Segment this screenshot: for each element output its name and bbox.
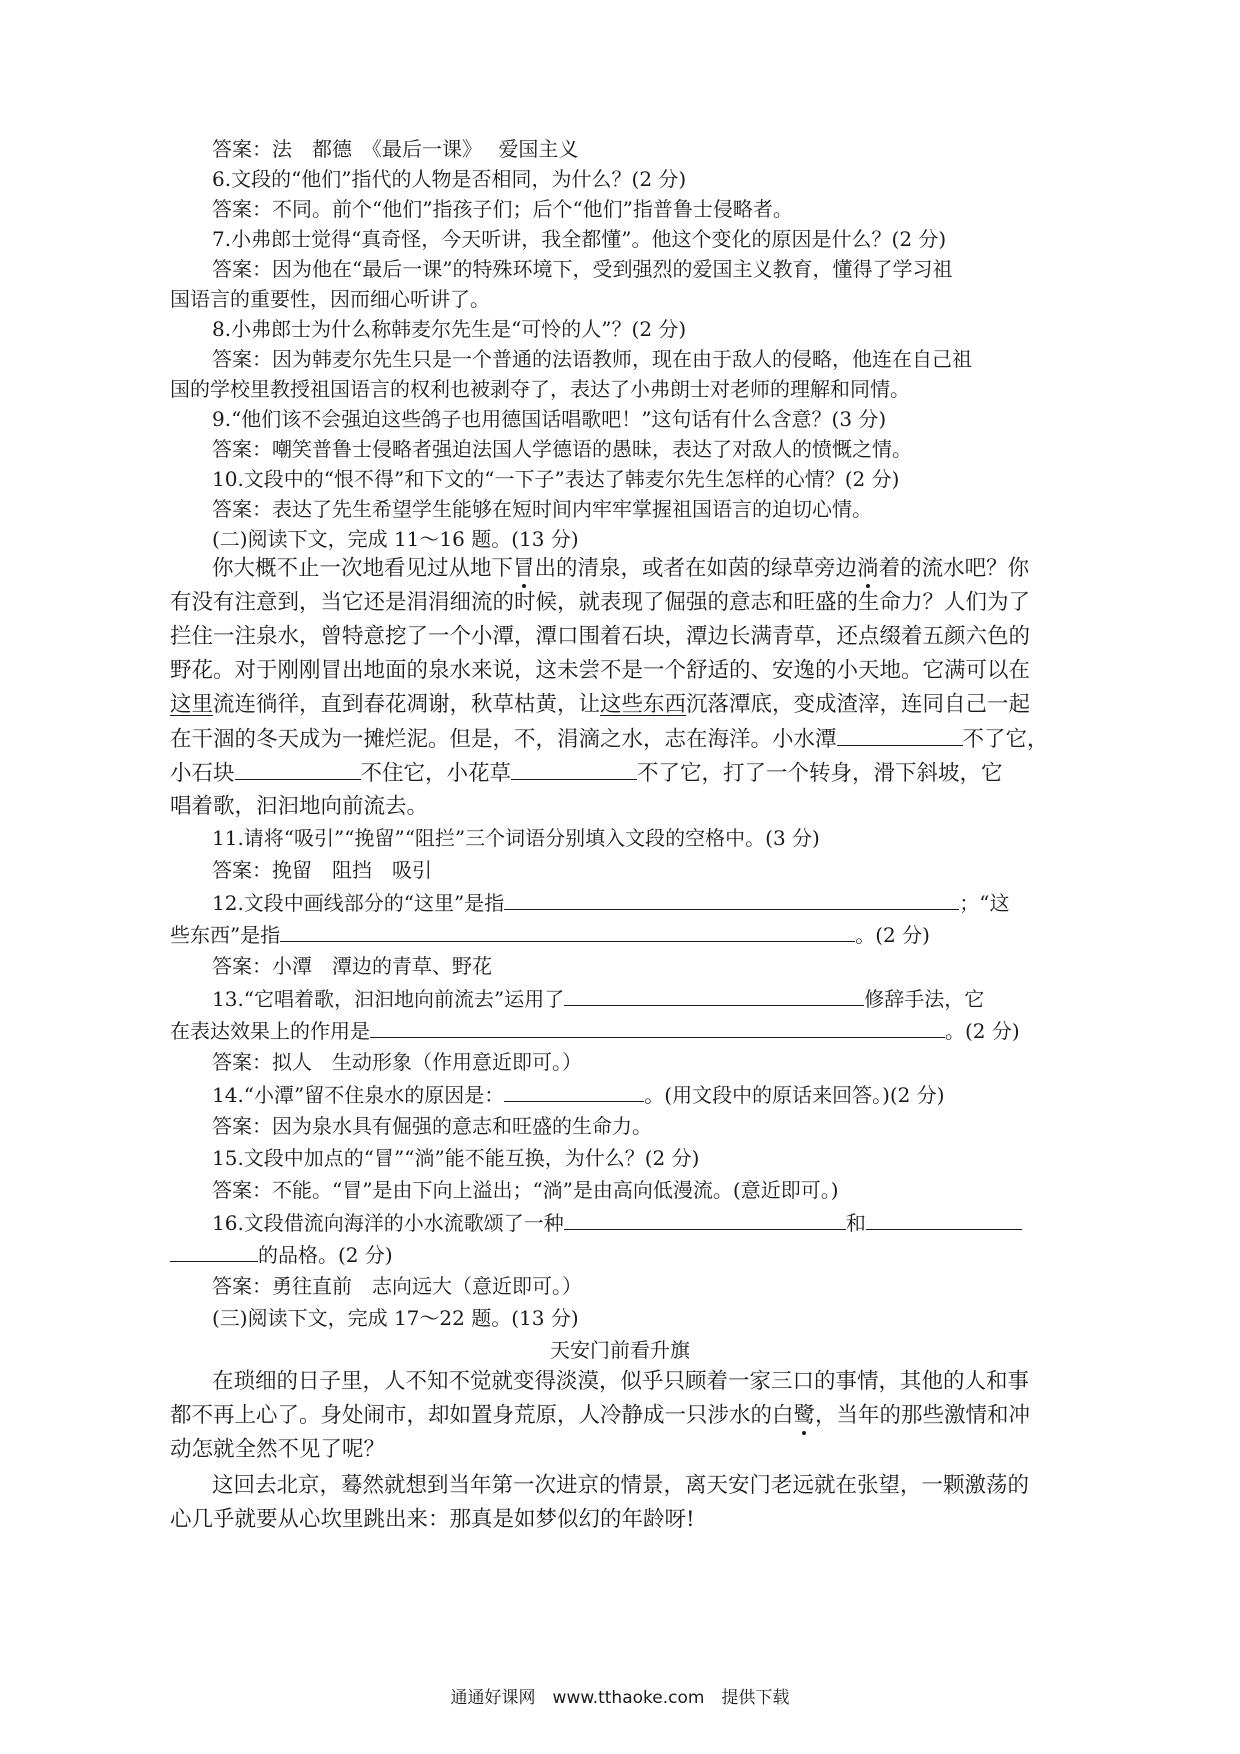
question-6: 6.文段的“他们”指代的人物是否相同，为什么？(2 分) xyxy=(212,167,687,191)
passage-2-line8: 唱着歌，汩汩地向前流去。 xyxy=(170,794,429,819)
passage-text: 小石块 xyxy=(170,761,235,786)
question-text: 13.“它唱着歌，汩汩地向前流去”运用了 xyxy=(212,987,565,1011)
passage-2-line6 xyxy=(170,725,1240,754)
passage-text: 沉落潭底，变成渣滓，连同自己一起 xyxy=(686,692,1031,717)
question-text: ；“这 xyxy=(959,891,1010,915)
question-14 xyxy=(212,1081,1240,1108)
answer-blank xyxy=(504,1081,644,1102)
dotted-char: 冒 xyxy=(513,556,535,581)
underlined-phrase: 这里 xyxy=(170,692,214,717)
question-text: 。(用文段中的原话来回答。)(2 分) xyxy=(644,1083,945,1107)
answer-16: 答案：勇往直前 志向远大（意近即可。） xyxy=(212,1274,582,1298)
passage-3-line4: 这回去北京，蓦然就想到当年第一次进京的情景，离天安门老远就在张望，一颗激荡的 xyxy=(212,1473,1030,1498)
answer-blank xyxy=(866,1209,1022,1230)
underlined-phrase: 这些东西 xyxy=(600,692,687,717)
question-8: 8.小弗郎士为什么称韩麦尔先生是“可怜的人”？(2 分) xyxy=(212,317,687,341)
question-12-line2 xyxy=(170,921,1240,948)
passage-text: ，当年的那些激情和冲 xyxy=(815,1403,1031,1428)
passage-text: 不住它，小花草 xyxy=(360,761,512,786)
question-text: 。(2 分) xyxy=(855,923,930,947)
passage-3-line1: 在琐细的日子里，人不知不觉就变得淡漠，似乎只顾着一家三口的事情，其他的人和事 xyxy=(212,1369,1030,1394)
passage-3-line2 xyxy=(170,1402,1240,1430)
answer-15: 答案：不能。“冒”是由下向上溢出；“淌”是由高向低漫流。(意近即可。) xyxy=(212,1178,839,1202)
passage-2-line4: 野花。对于刚刚冒出地面的泉水来说，这未尝不是一个舒适的、安逸的小天地。它满可以在 xyxy=(170,658,1031,683)
answer-blank xyxy=(170,1241,258,1262)
fill-blank xyxy=(511,759,637,780)
passage-text: 你大概不止一次地看见过从地下 xyxy=(212,556,514,581)
question-text: 修辞手法，它 xyxy=(864,987,985,1011)
passage-text: 在干涸的冬天成为一摊烂泥。但是，不，涓滴之水，志在海洋。小水潭 xyxy=(170,727,837,752)
answer-blank xyxy=(280,921,855,942)
answer-9: 答案：嘲笑普鲁士侵略者强迫法国人学德语的愚昧，表达了对敌人的愤慨之情。 xyxy=(212,437,912,461)
question-12-line1 xyxy=(212,889,1240,916)
question-16-line1 xyxy=(212,1209,1240,1236)
dotted-char: 鹭 xyxy=(793,1403,816,1428)
question-text: 和 xyxy=(845,1211,866,1235)
answer-10: 答案：表达了先生希望学生能够在短时间内牢牢掌握祖国语言的迫切心情。 xyxy=(212,497,872,521)
answer-6: 答案：不同。前个“他们”指孩子们；后个“他们”指普鲁士侵略者。 xyxy=(212,197,793,221)
passage-3-line3: 动怎就全然不见了呢？ xyxy=(170,1437,386,1462)
question-7: 7.小弗郎士觉得“真奇怪，今天听讲，我全都懂”。他这个变化的原因是什么？(2 分) xyxy=(212,227,947,251)
passage-text: 都不再上心了。身处闹市，却如置身荒原，人冷静成一只涉水的白 xyxy=(170,1403,794,1428)
answer-7-line1: 答案：因为他在“最后一课”的特殊环境下，受到强烈的爱国主义教育，懂得了学习祖 xyxy=(212,257,953,281)
answer-14: 答案：因为泉水具有倔强的意志和旺盛的生命力。 xyxy=(212,1114,652,1138)
answer-7-line2: 国语言的重要性，因而细心听讲了。 xyxy=(170,287,490,311)
passage-2-line5 xyxy=(170,691,1240,719)
question-text: 16.文段借流向海洋的小水流歌颂了一种 xyxy=(212,1211,564,1235)
answer-blank xyxy=(564,985,864,1006)
question-13-line2 xyxy=(170,1017,1240,1044)
passage-text: 不了它，打了一个转身，滑下斜坡，它 xyxy=(637,761,1003,786)
answer-13: 答案：拟人 生动形象（作用意近即可。） xyxy=(212,1050,582,1074)
answer-blank xyxy=(564,1209,846,1230)
passage-text: 不了它， xyxy=(962,727,1049,752)
passage-3-line5: 心几乎就要从心坎里跳出来：那真是如梦似幻的年龄呀! xyxy=(170,1507,695,1532)
question-11: 11.请将“吸引”“挽留”“阻拦”三个词语分别填入文段的空格中。(3 分) xyxy=(212,826,820,850)
answer-blank xyxy=(370,1017,945,1038)
answer-8-line2: 国的学校里教授祖国语言的权利也被剥夺了，表达了小弗朗士对老师的理解和同情。 xyxy=(170,377,910,401)
question-16-line2 xyxy=(170,1241,1240,1268)
passage-text: 着的流水吧？你 xyxy=(878,556,1030,581)
question-10: 10.文段中的“恨不得”和下文的“一下子”表达了韩麦尔先生怎样的心情？(2 分) xyxy=(212,467,900,491)
question-15: 15.文段中加点的“冒”“淌”能不能互换，为什么？(2 分) xyxy=(212,1146,700,1170)
answer-blank xyxy=(504,889,959,910)
passage-text: 出的清泉，或者在如茵的绿草旁边 xyxy=(534,556,858,581)
answer-11: 答案：挽留 阻挡 吸引 xyxy=(212,858,432,882)
page-footer: 通通好课网 www.tthaoke.com 提供下载 xyxy=(450,1688,790,1708)
answer-12: 答案：小潭 潭边的青草、野花 xyxy=(212,954,492,978)
section-3-header: (三)阅读下文，完成 17～22 题。(13 分) xyxy=(212,1306,579,1330)
answer-8-line1: 答案：因为韩麦尔先生只是一个普通的法语教师，现在由于敌人的侵略，他连在自己祖 xyxy=(212,347,972,371)
question-9: 9.“他们该不会强迫这些鸽子也用德国话唱歌吧！”这句话有什么含意？(3 分) xyxy=(212,407,887,431)
question-text: 在表达效果上的作用是 xyxy=(170,1019,370,1043)
section-2-header: (二)阅读下文，完成 11～16 题。(13 分) xyxy=(212,527,579,551)
fill-blank xyxy=(235,759,361,780)
question-text: 些东西”是指 xyxy=(170,923,281,947)
dotted-char: 淌 xyxy=(857,556,879,581)
passage-3-title: 天安门前看升旗 xyxy=(550,1338,690,1362)
question-text: 12.文段中画线部分的“这里”是指 xyxy=(212,891,505,915)
fill-blank xyxy=(837,725,963,746)
passage-2-line2: 有没有注意到，当它还是涓涓细流的时候，就表现了倔强的意志和旺盛的生命力？人们为了 xyxy=(170,590,1031,615)
question-text: 。(2 分) xyxy=(945,1019,1020,1043)
passage-2-line1 xyxy=(212,555,1240,583)
question-text: 14.“小潭”留不住泉水的原因是： xyxy=(212,1083,505,1107)
passage-text: 流连徜徉，直到春花凋谢，秋草枯黄，让 xyxy=(213,692,601,717)
answer-5: 答案：法 都德 《最后一课》 爱国主义 xyxy=(212,137,579,161)
passage-2-line3: 拦住一注泉水，曾特意挖了一个小潭，潭口围着石块，潭边长满青草，还点缀着五颜六色的 xyxy=(170,624,1031,649)
question-13-line1 xyxy=(212,985,1240,1012)
passage-2-line7 xyxy=(170,759,1240,788)
question-text: 的品格。(2 分) xyxy=(258,1243,393,1267)
